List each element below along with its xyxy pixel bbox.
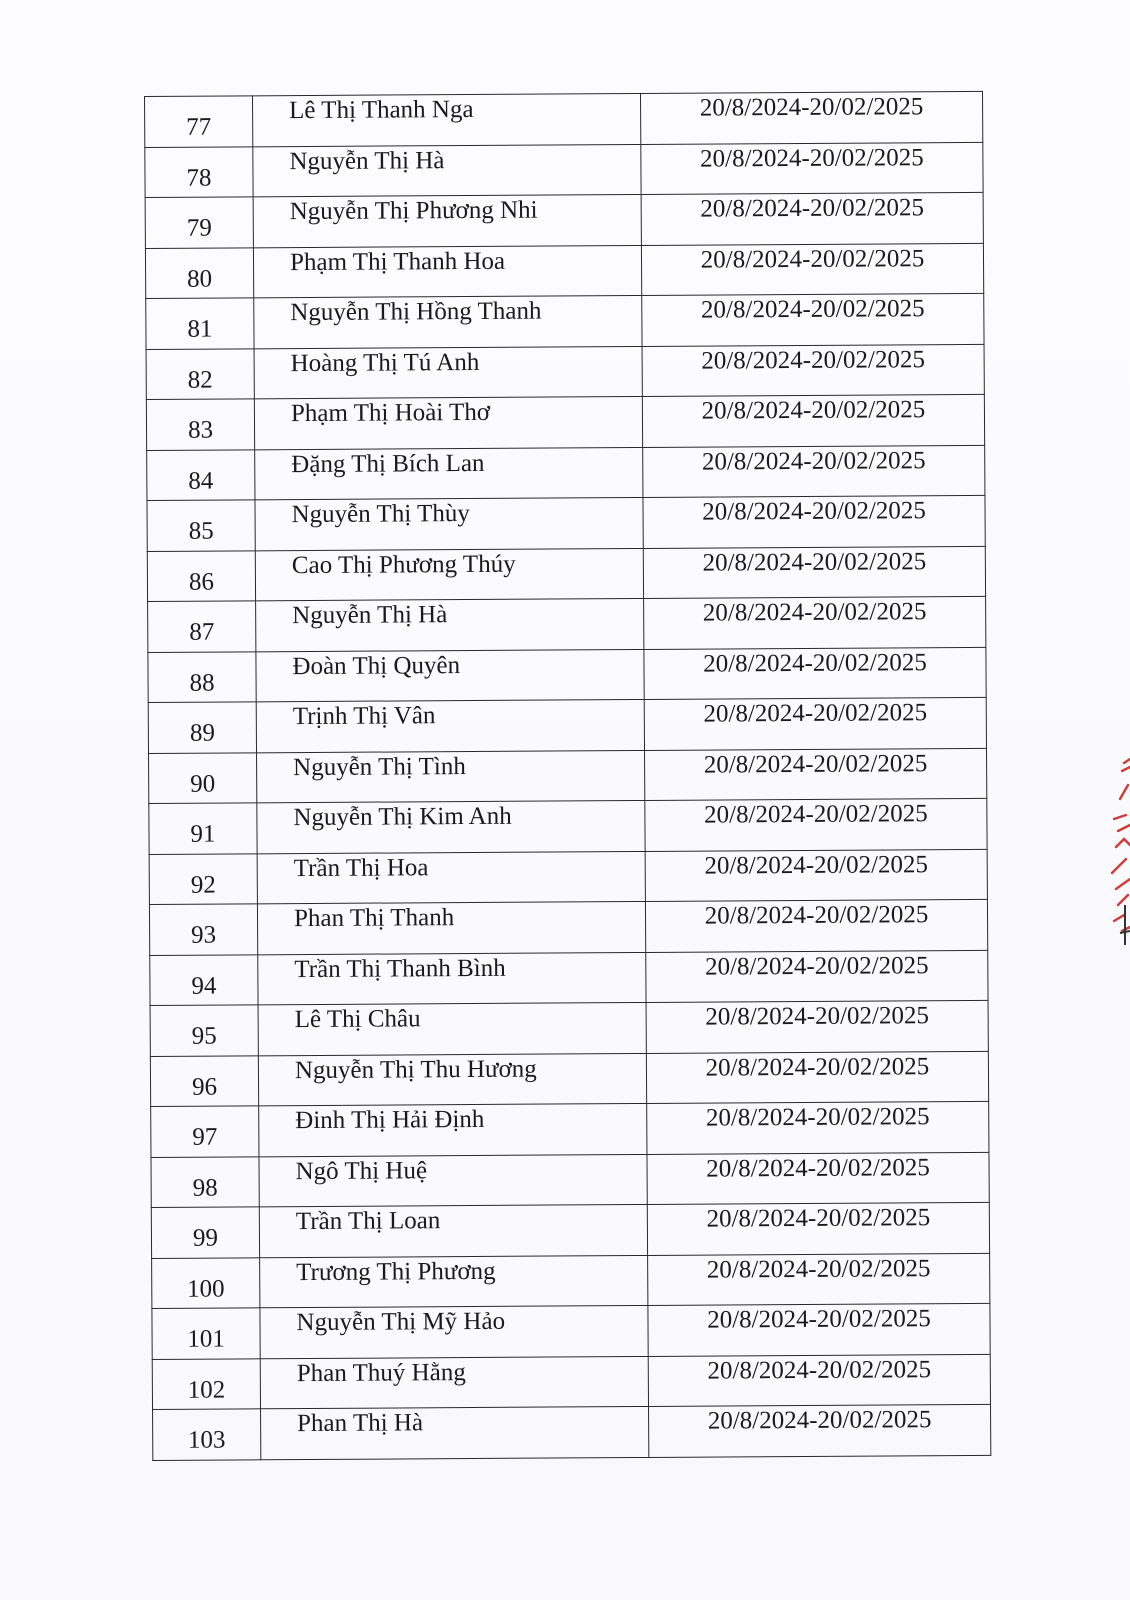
table-row: [150, 950, 988, 1006]
row-number-cell: 86: [147, 550, 255, 601]
row-number-cell: 101: [152, 1308, 260, 1359]
name-cell: Nguyễn Thị Tình: [257, 750, 645, 803]
period-cell: 20/8/2024-20/02/2025: [648, 1354, 990, 1407]
table-row: [145, 91, 983, 147]
table-row: [145, 192, 983, 248]
name-cell: Phan Thị Hà: [261, 1406, 649, 1459]
row-number-cell: 94: [150, 954, 258, 1005]
period-cell: 20/8/2024-20/02/2025: [648, 1253, 990, 1306]
row-number-cell: 99: [151, 1207, 259, 1258]
table-row: [151, 1202, 989, 1258]
table-row: [149, 899, 987, 955]
period-cell: 20/8/2024-20/02/2025: [641, 192, 983, 245]
period-cell: 20/8/2024-20/02/2025: [640, 91, 982, 144]
row-number-cell: 82: [146, 348, 254, 399]
name-cell: Trịnh Thị Vân: [256, 699, 644, 752]
row-number-cell: 92: [149, 853, 257, 904]
name-cell: Đoàn Thị Quyên: [256, 649, 644, 702]
period-cell: 20/8/2024-20/02/2025: [643, 495, 985, 548]
name-cell: Lê Thị Châu: [258, 1002, 646, 1055]
table-row: [153, 1404, 991, 1460]
table-row: [148, 647, 986, 703]
period-cell: 20/8/2024-20/02/2025: [648, 1303, 990, 1356]
table-row: [146, 293, 984, 349]
period-cell: 20/8/2024-20/02/2025: [644, 697, 986, 750]
name-cell: Nguyễn Thị Kim Anh: [257, 800, 645, 853]
period-cell: 20/8/2024-20/02/2025: [649, 1404, 991, 1457]
table-row: [145, 243, 983, 299]
table-row: [147, 495, 985, 551]
row-number-cell: 103: [153, 1409, 261, 1460]
name-cell: Nguyễn Thị Hà: [253, 144, 641, 197]
table-row: [152, 1253, 990, 1309]
table-row: [152, 1303, 990, 1359]
name-cell: Lê Thị Thanh Nga: [253, 93, 641, 146]
row-number-cell: 78: [145, 146, 253, 197]
period-cell: 20/8/2024-20/02/2025: [641, 142, 983, 195]
period-cell: 20/8/2024-20/02/2025: [642, 293, 984, 346]
row-number-cell: 97: [151, 1106, 259, 1157]
row-number-cell: 100: [152, 1257, 260, 1308]
table-row: [147, 546, 985, 602]
row-number-cell: 79: [145, 197, 253, 248]
period-cell: 20/8/2024-20/02/2025: [647, 1101, 989, 1154]
table-row: [149, 748, 987, 804]
row-number-cell: 96: [150, 1055, 258, 1106]
name-cell: Phan Thị Thanh: [257, 901, 645, 954]
row-number-cell: 77: [145, 96, 253, 147]
period-cell: 20/8/2024-20/02/2025: [643, 546, 985, 599]
table-row: [149, 798, 987, 854]
row-number-cell: 85: [147, 500, 255, 551]
name-cell: Ngô Thị Huệ: [259, 1154, 647, 1207]
row-number-cell: 102: [152, 1358, 260, 1409]
red-seal-edge-icon: [1104, 755, 1130, 965]
row-number-cell: 93: [149, 904, 257, 955]
table-row: [150, 1051, 988, 1107]
table-row: [145, 142, 983, 198]
table-row: [148, 596, 986, 652]
name-cell: Nguyễn Thị Phương Nhi: [253, 194, 641, 247]
name-cell: Trần Thị Loan: [259, 1204, 647, 1257]
period-cell: 20/8/2024-20/02/2025: [646, 1000, 988, 1053]
name-cell: Hoàng Thị Tú Anh: [254, 346, 642, 399]
row-number-cell: 88: [148, 651, 256, 702]
row-number-cell: 91: [149, 803, 257, 854]
row-number-cell: 98: [151, 1156, 259, 1207]
row-number-cell: 90: [149, 752, 257, 803]
period-cell: 20/8/2024-20/02/2025: [646, 950, 988, 1003]
name-cell: Nguyễn Thị Thùy: [255, 497, 643, 550]
table-row: [146, 394, 984, 450]
row-number-cell: 80: [145, 247, 253, 298]
name-cell: Nguyễn Thị Mỹ Hảo: [260, 1305, 648, 1358]
row-number-cell: 81: [146, 298, 254, 349]
period-cell: 20/8/2024-20/02/2025: [645, 748, 987, 801]
row-number-cell: 89: [148, 702, 256, 753]
period-cell: 20/8/2024-20/02/2025: [647, 1202, 989, 1255]
name-cell: Cao Thị Phương Thúy: [255, 548, 643, 601]
row-number-cell: 83: [146, 399, 254, 450]
name-cell: Nguyễn Thị Hà: [256, 598, 644, 651]
period-cell: 20/8/2024-20/02/2025: [643, 445, 985, 498]
row-number-cell: 84: [147, 449, 255, 500]
period-cell: 20/8/2024-20/02/2025: [647, 1152, 989, 1205]
name-cell: Phạm Thị Hoài Thơ: [254, 396, 642, 449]
period-cell: 20/8/2024-20/02/2025: [641, 243, 983, 296]
table-row: [149, 849, 987, 905]
table-row: [151, 1101, 989, 1157]
table-row: [150, 1000, 988, 1056]
period-cell: 20/8/2024-20/02/2025: [645, 798, 987, 851]
table-row: [152, 1354, 990, 1410]
row-number-cell: 87: [148, 601, 256, 652]
period-cell: 20/8/2024-20/02/2025: [642, 394, 984, 447]
period-cell: 20/8/2024-20/02/2025: [646, 1051, 988, 1104]
roster-table-body: [145, 91, 991, 1460]
period-cell: 20/8/2024-20/02/2025: [644, 647, 986, 700]
name-cell: Đặng Thị Bích Lan: [255, 447, 643, 500]
name-cell: Trần Thị Thanh Bình: [258, 952, 646, 1005]
table-row: [147, 445, 985, 501]
table-row: [148, 697, 986, 753]
name-cell: Phạm Thị Thanh Hoa: [253, 245, 641, 298]
name-cell: Đinh Thị Hải Định: [259, 1103, 647, 1156]
name-cell: Nguyễn Thị Thu Hương: [258, 1053, 646, 1106]
name-cell: Nguyễn Thị Hồng Thanh: [254, 295, 642, 348]
roster-table: [144, 91, 991, 1461]
table-row: [151, 1152, 989, 1208]
period-cell: 20/8/2024-20/02/2025: [642, 344, 984, 397]
name-cell: Trương Thị Phương: [260, 1255, 648, 1308]
period-cell: 20/8/2024-20/02/2025: [645, 849, 987, 902]
period-cell: 20/8/2024-20/02/2025: [644, 596, 986, 649]
period-cell: 20/8/2024-20/02/2025: [645, 899, 987, 952]
row-number-cell: 95: [150, 1005, 258, 1056]
name-cell: Phan Thuý Hằng: [260, 1356, 648, 1409]
table-row: [146, 344, 984, 400]
name-cell: Trần Thị Hoa: [257, 851, 645, 904]
